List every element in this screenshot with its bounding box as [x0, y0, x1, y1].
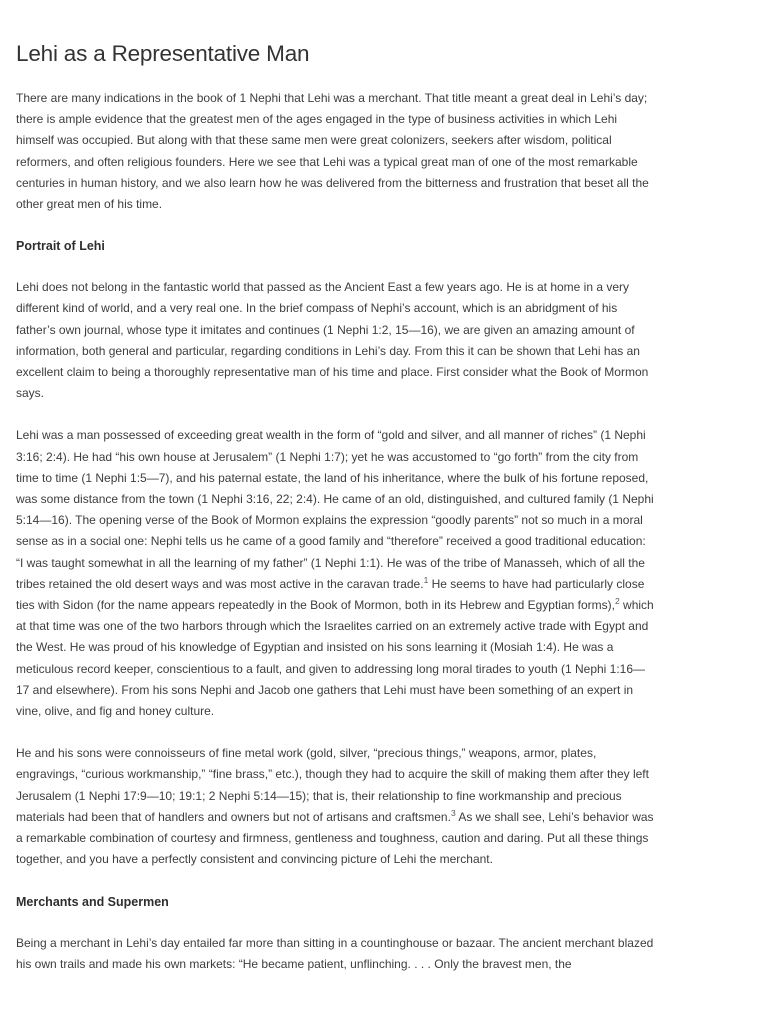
footnote-ref-2[interactable]: 2	[614, 596, 620, 607]
section-heading-portrait: Portrait of Lehi	[16, 239, 105, 254]
section-heading-merchants: Merchants and Supermen	[16, 894, 169, 909]
footnote-ref-1[interactable]: 1	[423, 574, 429, 585]
merchants-paragraph-1: Being a merchant in Lehi’s day entailed far more than sitting in a countinghouse or bazaar. The ancient merchant blazed his own trails and made his own markets: “He became patient, unflinching. . . . Only the bravest men, the	[16, 935, 654, 971]
paragraph-text: which at that time was one of the two harbors through which the Israelites carried on an extremely active trade with Egypt and the West. He was proud of his knowledge of Egyptian and insisted on his sons learning it (Mosiah 1:4). He was a meticulous record keeper, conscientious to a fault, and given to addressing long moral tirades to youth (1 Nephi 1:16—17 and elsewhere). From his sons Nephi and Jacob one gathers that Lehi must have been something of an expert in vine, olive, and fig and honey culture.	[16, 598, 654, 719]
paragraph-text: Lehi was a man possessed of exceeding great wealth in the form of “gold and silver, and all manner of riches” (1 Nephi 3:16; 2:4). He had “his own house at Jerusalem” (1 Nephi 1:7); yet he was accustomed to “go forth” from the city from time to time (1 Nephi 1:5—7), and his paternal estate, the land of his inheritance, where the bulk of his fortune reposed, was some distance from the town (1 Nephi 3:16, 22; 2:4). He came of an old, distinguished, and cultured family (1 Nephi 5:14—16). The opening verse of the Book of Mormon explains the expression “goodly parents” not so much in a moral sense as in a social one: Nephi tells us he came of a good family and “therefore” received a good traditional education: “I was taught somewhat in all the learning of my father” (1 Nephi 1:1). He was of the tribe of Manasseh, which of all the tribes retained the old desert ways and was most active in the caravan trade.	[16, 428, 654, 591]
paragraph-text: He and his sons were connoisseurs of fine metal work (gold, silver, “precious things,” weapons, armor, plates, engravings, “curious workmanship,” “fine brass,” etc.), though they had to acquire the skill of making them after they left Jerusalem (1 Nephi 17:9—10; 19:1; 2 Nephi 5:14—15); that is, their relationship to fine workmanship and precious materials had been that of handlers and owners but not of artisans and craftsmen.	[16, 746, 649, 824]
page-title: Lehi as a Representative Man	[16, 41, 310, 66]
footnote-ref-3[interactable]: 3	[450, 807, 456, 818]
paragraph-text: As we shall see, Lehi’s behavior was a remarkable combination of courtesy and firmness, gentleness and toughness, caution and daring. Put all these things together, and you have a perfectly consistent and convincing picture of Lehi the merchant.	[16, 809, 654, 867]
intro-paragraph: There are many indications in the book of 1 Nephi that Lehi was a merchant. That title meant a great deal in Lehi’s day; there is ample evidence that the greatest men of the ages engaged in the type of business activities in which Lehi himself was occupied. But along with that these same men were great colonizers, seekers after wisdom, political reformers, and often religious founders. Here we see that Lehi was a typical great man of one of the most remarkable centuries in human history, and we also learn how he was delivered from the bitterness and frustration that beset all the other great men of his time.	[16, 91, 649, 212]
article	[16, 38, 656, 996]
portrait-paragraph-3	[16, 743, 656, 870]
portrait-paragraph-2	[16, 425, 656, 722]
paragraph-text: He seems to have had particularly close ties with Sidon (for the name appears repeatedly in the Book of Mormon, both in its Hebrew and Egyptian forms),	[16, 576, 645, 613]
portrait-paragraph-1: Lehi does not belong in the fantastic world that passed as the Ancient East a few years ago. He is at home in a very different kind of world, and a very real one. In the brief compass of Nephi’s account, which is an abridgment of his father’s own journal, whose type it imitates and continues (1 Nephi 1:2, 15—16), we are given an amazing amount of information, both general and particular, regarding conditions in Lehi’s day. From this it can be shown that Lehi has an excellent claim to being a thoroughly representative man of his time and place. First consider what the Book of Mormon says.	[16, 280, 649, 401]
